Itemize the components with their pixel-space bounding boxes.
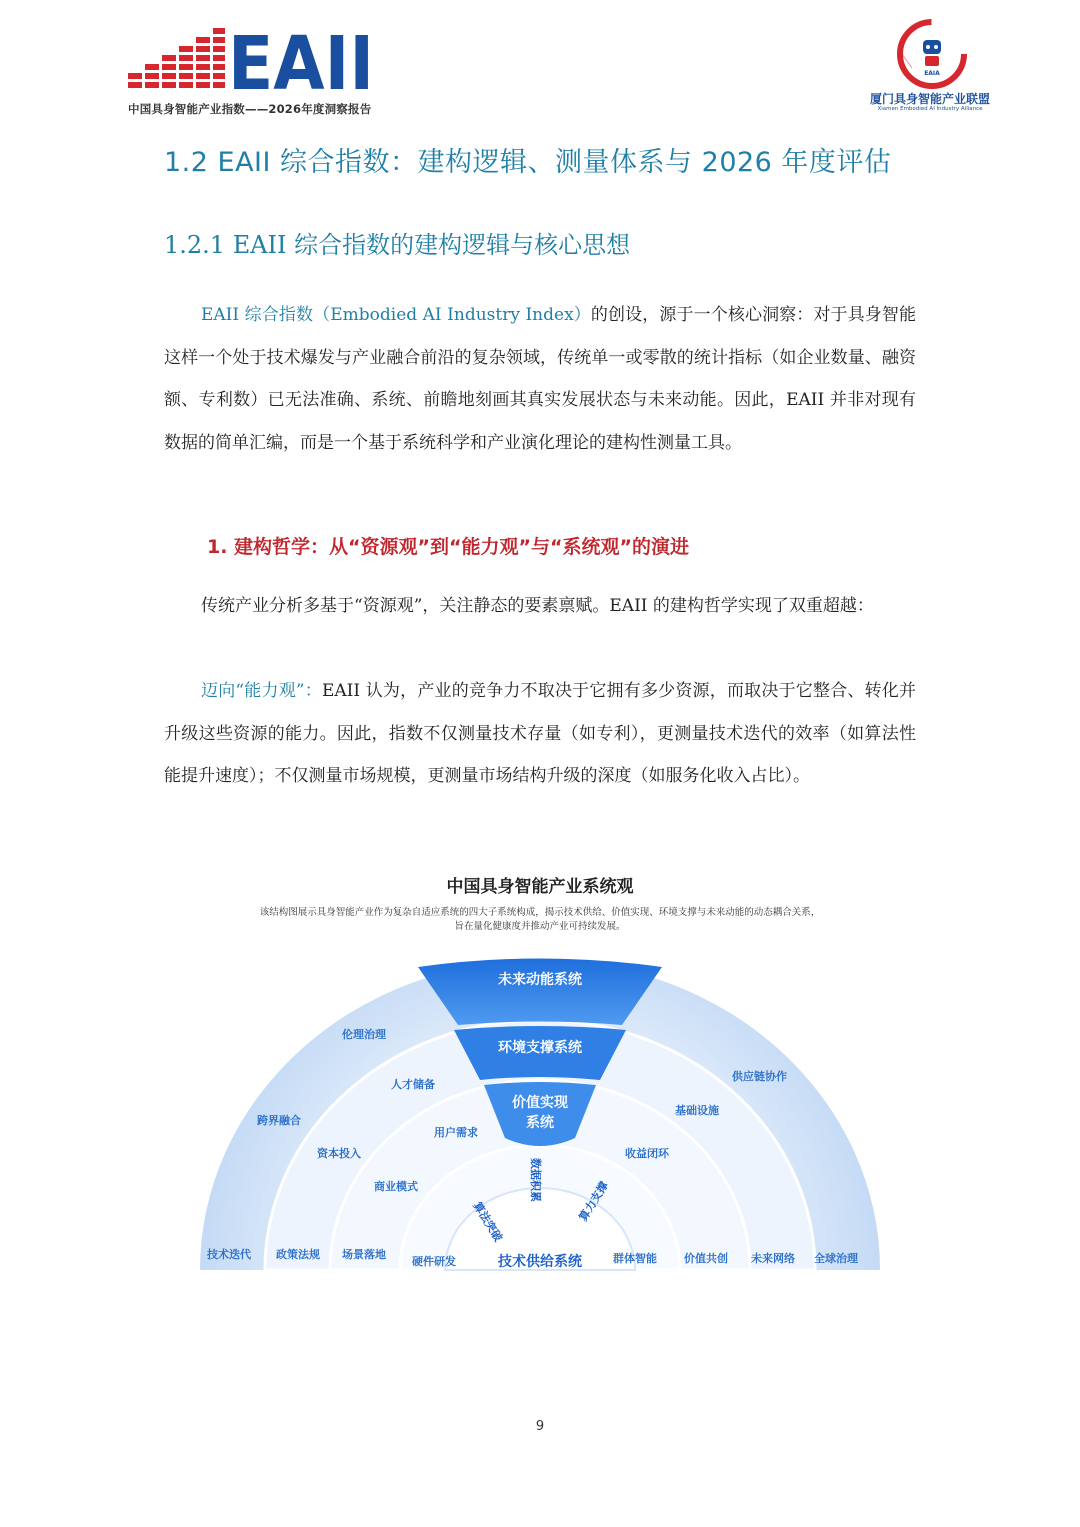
system-future-label: 未来动能系统 — [498, 972, 582, 988]
paragraph-capability-text: EAII 认为，产业的竞争力不取决于它拥有多少资源，而取决于它整合、转化并升级这些资源的能力。因此，指数不仅测量技术存量（如专利），更测量技术迭代的效率（如算法性能提升速度）；不仅测量市场规模，更测量市场结构升级的深度（如服务化收入占比）。 — [164, 681, 916, 786]
svg-text:EAII: EAII — [228, 26, 374, 96]
label-infrastructure: 基础设施 — [675, 1104, 719, 1117]
figure-description — [210, 906, 870, 934]
paragraph-intro — [164, 294, 916, 464]
label-user-demand: 用户需求 — [434, 1126, 478, 1139]
industry-system-diagram — [190, 940, 890, 1300]
label-cross-border: 跨界融合 — [257, 1114, 301, 1127]
paragraph-capability — [164, 670, 916, 798]
label-business-model: 商业模式 — [374, 1180, 418, 1193]
system-environment-label: 环境支撑系统 — [498, 1040, 582, 1056]
label-capital: 资本投入 — [317, 1147, 361, 1160]
paragraph-intro-highlight: EAII 综合指数（Embodied AI Industry Index） — [201, 305, 591, 325]
paragraph-intro-text: 的创设，源于一个核心洞察：对于具身智能这样一个处于技术爆发与产业融合前沿的复杂领域，传统单一或零散的统计指标（如企业数量、融资额、专利数）已无法准确、系统、前瞻地刻画其真实发展状态与未来动能。因此，EAII 并非对现有数据的简单汇编，而是一个基于系统科学和产业演化理论的建构性测量工具。 — [164, 305, 917, 453]
alliance-name: 厦门具身智能产业联盟 — [869, 92, 990, 106]
paragraph-philosophy: 传统产业分析多基于“资源观”，关注静态的要素禀赋。EAII 的建构哲学实现了双重超越： — [201, 596, 874, 616]
section-heading: 1.2 EAII 综合指数：建构逻辑、测量体系与 2026 年度评估 — [164, 147, 892, 178]
bottom-label: 群体智能 — [613, 1252, 657, 1265]
inner-label-compute: 算力支撑 — [576, 1179, 611, 1224]
eaii-logo — [128, 26, 378, 96]
point-heading: 1. 建构哲学：从“资源观”到“能力观”与“系统观”的演进 — [207, 536, 689, 558]
system-value-label-2: 系统 — [526, 1115, 554, 1131]
bottom-label: 硬件研发 — [412, 1255, 456, 1268]
bottom-label: 场景落地 — [342, 1248, 386, 1261]
figure-description-line-1: 该结构图展示具身智能产业作为复杂自适应系统的四大子系统构成，揭示技术供给、价值实现、环境支撑与未来动能的动态耦合关系， — [259, 907, 821, 918]
bottom-label: 未来网络 — [751, 1252, 795, 1265]
page-number: 9 — [535, 1419, 545, 1434]
system-value-label-1: 价值实现 — [512, 1095, 568, 1111]
report-subtitle: 中国具身智能产业指数——2026年度洞察报告 — [128, 102, 372, 116]
paragraph-capability-highlight: 迈向“能力观”： — [201, 681, 322, 701]
label-ethics: 伦理治理 — [342, 1028, 386, 1041]
system-tech-label: 技术供给系统 — [498, 1254, 582, 1270]
inner-label-algorithm: 算法突破 — [470, 1199, 505, 1244]
bottom-label: 政策法规 — [276, 1248, 320, 1261]
inner-label-data: 数据积累 — [529, 1158, 542, 1202]
alliance-emblem-icon — [896, 18, 968, 90]
figure-title: 中国具身智能产业系统观 — [446, 877, 634, 897]
subsection-heading: 1.2.1 EAII 综合指数的建构逻辑与核心思想 — [164, 231, 631, 259]
bottom-label: 技术迭代 — [207, 1248, 251, 1261]
wedge-future — [418, 959, 662, 1026]
alliance-badge: EAIA — [924, 70, 940, 77]
alliance-name-en: Xiamen Embodied AI Industry Alliance — [877, 106, 983, 112]
bottom-label: 价值共创 — [684, 1252, 728, 1265]
bottom-label: 全球治理 — [814, 1252, 858, 1265]
figure-description-line-2: 旨在量化健康度并推动产业可持续发展。 — [454, 921, 626, 932]
label-revenue-loop: 收益闭环 — [625, 1147, 669, 1160]
label-supply-chain: 供应链协作 — [732, 1070, 787, 1083]
label-talent: 人才储备 — [391, 1078, 435, 1091]
